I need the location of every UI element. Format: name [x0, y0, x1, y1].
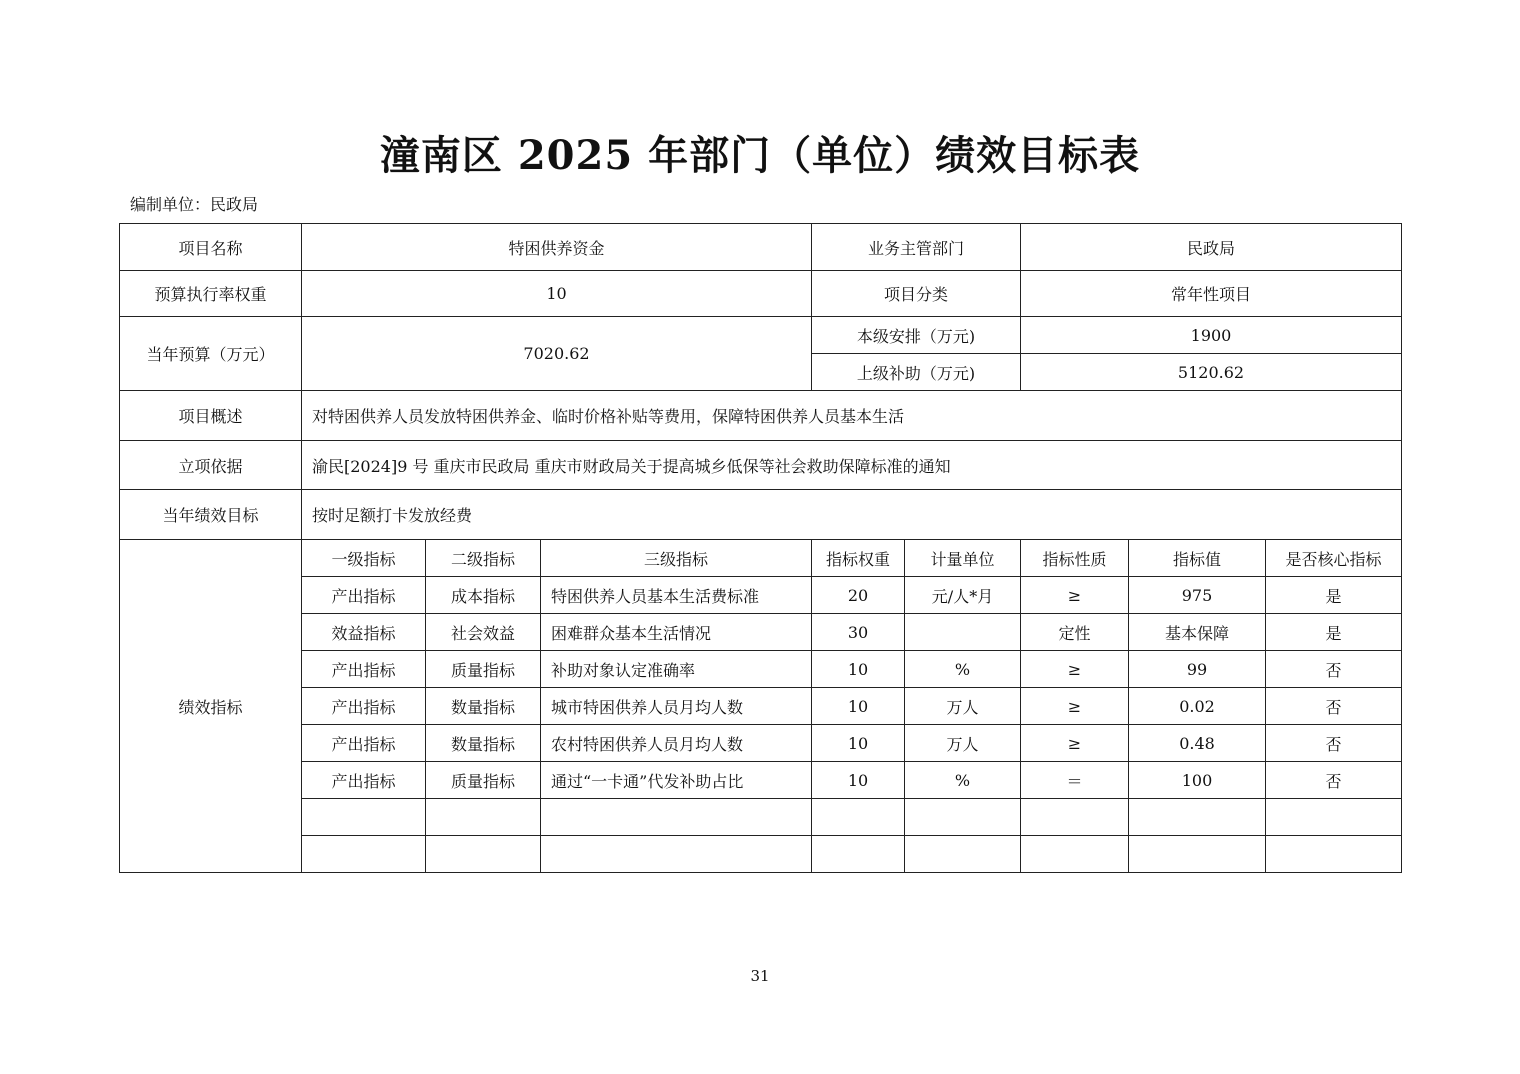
budget-row [120, 317, 1402, 354]
level3-cell [541, 836, 812, 873]
weight-cell [812, 799, 905, 836]
unit-cell [905, 836, 1021, 873]
level1-cell: 产出指标 [302, 651, 426, 688]
value-cell: 975 [1129, 577, 1266, 614]
header-level3: 三级指标 [541, 540, 812, 577]
level3-cell [541, 799, 812, 836]
weight-cell: 10 [812, 725, 905, 762]
level2-cell [426, 799, 541, 836]
level2-cell [426, 836, 541, 873]
level2-cell: 社会效益 [426, 614, 541, 651]
value-cell [1129, 836, 1266, 873]
nature-cell: ＝ [1021, 762, 1129, 799]
unit-cell: 元/人*月 [905, 577, 1021, 614]
header-core: 是否核心指标 [1266, 540, 1402, 577]
basis-row [120, 441, 1402, 490]
level1-cell: 产出指标 [302, 577, 426, 614]
nature-cell [1021, 836, 1129, 873]
project-name-label: 项目名称 [120, 224, 302, 271]
exec-weight-label: 预算执行率权重 [120, 271, 302, 317]
value-cell [1129, 799, 1266, 836]
dept-label: 业务主管部门 [812, 224, 1021, 271]
local-value: 1900 [1021, 317, 1402, 354]
nature-cell: ≥ [1021, 577, 1129, 614]
weight-cell: 10 [812, 762, 905, 799]
table-row [120, 651, 1402, 688]
table-row [120, 688, 1402, 725]
header-weight: 指标权重 [812, 540, 905, 577]
core-cell: 否 [1266, 688, 1402, 725]
level2-cell: 质量指标 [426, 651, 541, 688]
level3-cell: 特困供养人员基本生活费标准 [541, 577, 812, 614]
overview-row [120, 391, 1402, 441]
header-level2: 二级指标 [426, 540, 541, 577]
nature-cell: ≥ [1021, 651, 1129, 688]
level3-cell: 通过“一卡通”代发补助占比 [541, 762, 812, 799]
overview-value: 对特困供养人员发放特困供养金、临时价格补贴等费用，保障特困供养人员基本生活 [302, 391, 1402, 441]
header-value: 指标值 [1129, 540, 1266, 577]
core-cell: 否 [1266, 762, 1402, 799]
page-title: 潼南区 2025 年部门（单位）绩效目标表 [379, 132, 1141, 179]
overview-label: 项目概述 [120, 391, 302, 441]
table-row [120, 725, 1402, 762]
unit-cell [905, 799, 1021, 836]
level1-cell [302, 799, 426, 836]
weight-cell: 20 [812, 577, 905, 614]
core-cell: 否 [1266, 725, 1402, 762]
level1-cell: 产出指标 [302, 688, 426, 725]
level1-cell [302, 836, 426, 873]
value-cell: 0.48 [1129, 725, 1266, 762]
core-cell: 否 [1266, 651, 1402, 688]
header-nature: 指标性质 [1021, 540, 1129, 577]
table-row [120, 762, 1402, 799]
upper-label: 上级补助（万元) [812, 354, 1021, 391]
performance-table [119, 223, 1402, 873]
nature-cell [1021, 799, 1129, 836]
unit-cell [905, 614, 1021, 651]
core-cell: 是 [1266, 577, 1402, 614]
header-unit: 计量单位 [905, 540, 1021, 577]
project-name-value: 特困供养资金 [302, 224, 812, 271]
value-cell: 100 [1129, 762, 1266, 799]
table-row [120, 577, 1402, 614]
core-cell: 是 [1266, 614, 1402, 651]
exec-weight-value: 10 [302, 271, 812, 317]
level3-cell: 城市特困供养人员月均人数 [541, 688, 812, 725]
weight-cell [812, 836, 905, 873]
table-row [120, 614, 1402, 651]
basis-value: 渝民[2024]9 号 重庆市民政局 重庆市财政局关于提高城乡低保等社会救助保障标准的通知 [302, 441, 1402, 490]
unit-cell: 万人 [905, 688, 1021, 725]
level3-cell: 困难群众基本生活情况 [541, 614, 812, 651]
weight-cell: 30 [812, 614, 905, 651]
header-level1: 一级指标 [302, 540, 426, 577]
project-name-row [120, 224, 1402, 271]
weight-cell: 10 [812, 688, 905, 725]
nature-cell: ≥ [1021, 725, 1129, 762]
level3-cell: 农村特困供养人员月均人数 [541, 725, 812, 762]
goal-row [120, 490, 1402, 540]
compiling-unit: 编制单位：民政局 [130, 195, 259, 214]
indicators-label: 绩效指标 [120, 540, 302, 873]
weight-cell: 10 [812, 651, 905, 688]
value-cell: 基本保障 [1129, 614, 1266, 651]
dept-value: 民政局 [1021, 224, 1402, 271]
level1-cell: 产出指标 [302, 725, 426, 762]
table-row [120, 799, 1402, 836]
level3-cell: 补助对象认定准确率 [541, 651, 812, 688]
level2-cell: 数量指标 [426, 688, 541, 725]
goal-label: 当年绩效目标 [120, 490, 302, 540]
category-value: 常年性项目 [1021, 271, 1402, 317]
unit-cell: % [905, 762, 1021, 799]
budget-value: 7020.62 [302, 317, 812, 391]
level1-cell: 产出指标 [302, 762, 426, 799]
upper-value: 5120.62 [1021, 354, 1402, 391]
page-number: 31 [750, 967, 770, 985]
level2-cell: 数量指标 [426, 725, 541, 762]
value-cell: 0.02 [1129, 688, 1266, 725]
value-cell: 99 [1129, 651, 1266, 688]
level2-cell: 质量指标 [426, 762, 541, 799]
exec-weight-row [120, 271, 1402, 317]
core-cell [1266, 799, 1402, 836]
basis-label: 立项依据 [120, 441, 302, 490]
indicator-header-row [120, 540, 1402, 577]
unit-cell: % [905, 651, 1021, 688]
budget-label: 当年预算（万元） [120, 317, 302, 391]
level1-cell: 效益指标 [302, 614, 426, 651]
category-label: 项目分类 [812, 271, 1021, 317]
nature-cell: ≥ [1021, 688, 1129, 725]
goal-value: 按时足额打卡发放经费 [302, 490, 1402, 540]
core-cell [1266, 836, 1402, 873]
unit-cell: 万人 [905, 725, 1021, 762]
local-label: 本级安排（万元) [812, 317, 1021, 354]
nature-cell: 定性 [1021, 614, 1129, 651]
level2-cell: 成本指标 [426, 577, 541, 614]
table-row [120, 836, 1402, 873]
